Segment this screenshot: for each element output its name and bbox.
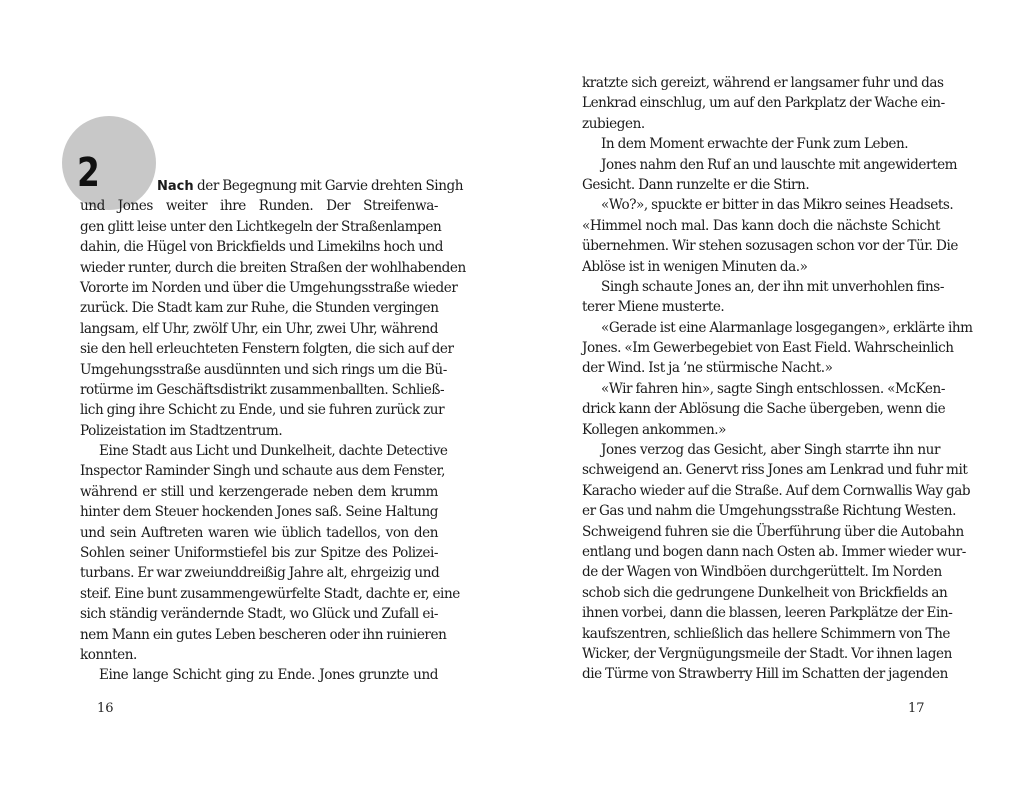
text-line: zurück. Die Stadt kam zur Ruhe, die Stunden vergingen (80, 300, 439, 317)
text-line: während er still und kerzengerade neben dem krumm (80, 483, 438, 500)
text-line: Eine Stadt aus Licht und Dunkelheit, dachte Detective (99, 443, 448, 460)
text-line: die Türme von Strawberry Hill im Schatten der jagenden (582, 666, 948, 683)
text-line: langsam, elf Uhr, zwölf Uhr, ein Uhr, zwei Uhr, während (80, 320, 438, 337)
left-page-text (80, 176, 466, 686)
text-line: Jones nahm den Ruf an und lauschte mit angewidertem (601, 156, 958, 173)
text-line: Kollegen ankommen.» (582, 421, 726, 438)
text-line: Jones. «Im Gewerbegebiet von East Field. Wahrscheinlich (582, 340, 954, 357)
text-line: steif. Eine bunt zusammengewürfelte Stadt, dachte er, eine (80, 585, 460, 602)
text-line: übernehmen. Wir stehen sozusagen schon vor der Tür. Die (582, 238, 958, 255)
text-line: In dem Moment erwachte der Funk zum Leben. (601, 136, 909, 153)
right-page-text (582, 73, 973, 685)
text-line: Eine lange Schicht ging zu Ende. Jones grunzte und (99, 667, 438, 684)
text-line: er Gas und nahm die Umgehungsstraße Richtung Westen. (582, 503, 956, 520)
text-line: dahin, die Hügel von Brickfields und Limekilns hoch und (80, 239, 444, 256)
text-line: und Jones weiter ihre Runden. Der Streifenwa- (80, 198, 438, 215)
text-line: Ablöse ist in wenigen Minuten da.» (582, 258, 808, 275)
page-number: 16 (97, 701, 114, 716)
text-line: sie den hell erleuchteten Fenstern folgten, die sich auf der (80, 341, 454, 358)
chapter-lead-word: Nach (157, 179, 194, 194)
text-line: der Wind. Ist ja ’ne stürmische Nacht.» (582, 360, 833, 377)
text-line: Wicker, der Vergnügungsmeile der Stadt. Vor ihnen lagen (582, 645, 952, 662)
text-line: kratzte sich gereizt, während er langsamer fuhr und das (582, 75, 944, 91)
text-line: ihnen vorbei, dann die blassen, leeren Parkplätze der Ein- (582, 605, 953, 622)
text-line: Gesicht. Dann runzelte er die Stirn. (582, 176, 810, 193)
text-line: kaufszentren, schließlich das hellere Schimmern von The (582, 625, 951, 642)
text-line: zubiegen. (582, 115, 645, 132)
text-line: schob sich die gedrungene Dunkelheit von Brickfields an (582, 584, 948, 601)
text-line: Sohlen seiner Uniformstiefel bis zur Spitze des Polizei- (80, 545, 438, 562)
chapter-number: 2 (77, 150, 100, 196)
text-line: Jones verzog das Gesicht, aber Singh starrte ihn nur (601, 442, 940, 459)
text-line: «Wo?», spuckte er bitter in das Mikro seines Headsets. (601, 197, 954, 214)
text-line: lich ging ihre Schicht zu Ende, und sie fuhren zurück zur (80, 402, 445, 419)
text-line: Lenkrad einschlug, um auf den Parkplatz der Wache ein- (582, 95, 945, 112)
text-line: und sein Auftreten waren wie üblich tadellos, von den (80, 524, 438, 541)
text-line: Schweigend fuhren sie die Überführung über die Autobahn (582, 523, 964, 540)
right-page (510, 0, 1020, 794)
text-line: «Himmel noch mal. Das kann doch die nächste Schicht (582, 217, 940, 234)
text-line: Vororte im Norden und über die Umgehungsstraße wieder (80, 279, 458, 296)
text-line: de der Wagen von Windböen durchgerüttelt. Im Norden (582, 564, 942, 581)
text-line: Karacho wieder auf die Straße. Auf dem Cornwallis Way gab (582, 482, 971, 499)
text-line: schweigend an. Genervt riss Jones am Lenkrad und fuhr mit (582, 462, 968, 479)
text-line: Polizeistation im Stadtzentrum. (80, 422, 283, 439)
text-line: konnten. (80, 646, 137, 663)
text-line: entlang und bogen dann nach Osten ab. Immer wieder wur- (582, 543, 966, 560)
text-line: gen glitt leise unter den Lichtkegeln der Straßenlampen (80, 218, 442, 235)
text-line: wieder runter, durch die breiten Straßen der wohlhabenden (80, 259, 466, 276)
text-line: turbans. Er war zweiunddreißig Jahre alt, ehrgeizig und (80, 565, 440, 582)
text-line: «Wir fahren hin», sagte Singh entschlossen. «McKen- (601, 380, 945, 397)
text-line: «Gerade ist eine Alarmanlage losgegangen», erklärte ihm (601, 319, 973, 336)
text-line: sich ständig verändernde Stadt, wo Glück und Zufall ei- (80, 606, 438, 623)
text-line: Inspector Raminder Singh und schaute aus dem Fenster, (80, 463, 445, 480)
text-line: Umgehungsstraße ausdünnten und sich rings um die Bü- (80, 361, 447, 378)
text-line: drick kann der Ablösung die Sache übergeben, wenn die (582, 401, 946, 418)
page-number: 17 (908, 701, 925, 716)
text-line: hinter dem Steuer hockenden Jones saß. Seine Haltung (80, 504, 438, 521)
text-line: Nach der Begegnung mit Garvie drehten Singh (157, 178, 464, 194)
text-line: terer Miene musterte. (582, 299, 725, 316)
text-line: rotürme im Geschäftsdistrikt zusammenballten. Schließ- (80, 381, 445, 398)
text-line: Singh schaute Jones an, der ihn mit unverhohlen fins- (601, 278, 944, 295)
text-line: nem Mann ein gutes Leben bescheren oder ihn ruinieren (80, 626, 447, 643)
